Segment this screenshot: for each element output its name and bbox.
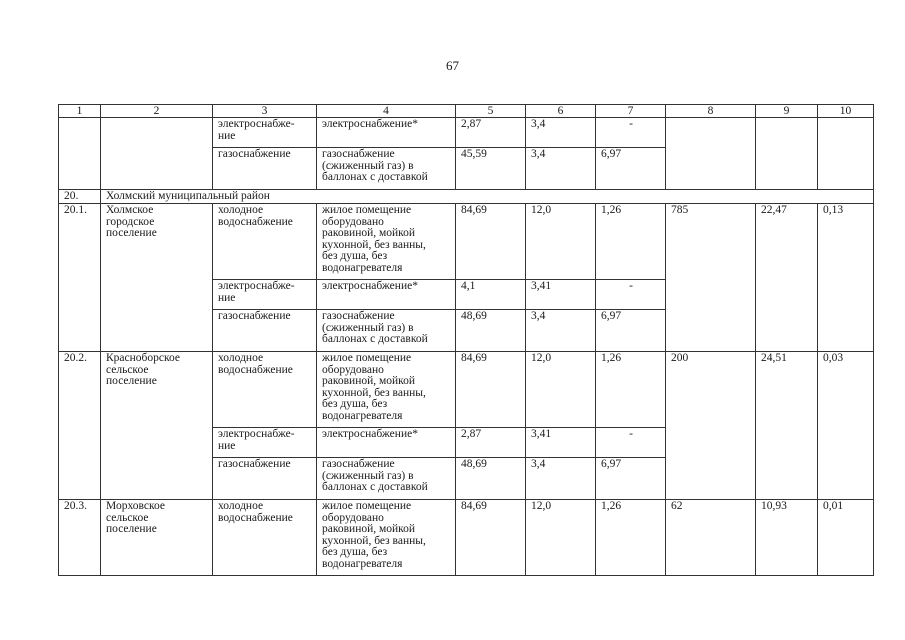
norm-value-cell: 84,69 <box>456 204 526 280</box>
settlement-value-cell: 24,51 <box>756 352 818 500</box>
norm-value-cell: - <box>596 118 666 148</box>
column-number: 7 <box>596 105 666 118</box>
table-row <box>59 500 874 576</box>
settlement-name: Холмское городское поселение <box>101 204 213 352</box>
norm-value-cell: 3,4 <box>526 118 596 148</box>
consumer-category-cell: жилое помещение оборудовано раковиной, мойкой кухонной, без ванны, без душа, без водонагревателя <box>317 204 456 280</box>
column-number: 8 <box>666 105 756 118</box>
settlement-value-cell: 0,13 <box>818 204 874 352</box>
settlement-number: 20.3. <box>59 500 101 576</box>
district-number: 20. <box>59 190 101 204</box>
consumer-category-cell: газоснабжение (сжиженный газ) в баллонах с доставкой <box>317 310 456 352</box>
service-type-cell: электроснабже- ние <box>213 428 317 458</box>
settlement-number: 20.1. <box>59 204 101 352</box>
column-number: 1 <box>59 105 101 118</box>
norm-value-cell: 3,4 <box>526 458 596 500</box>
norm-value-cell: 6,97 <box>596 148 666 190</box>
norm-value-cell: 1,26 <box>596 204 666 280</box>
settlement-value-cell: 10,93 <box>756 500 818 576</box>
norm-value-cell: 2,87 <box>456 428 526 458</box>
service-type-cell: электроснабже- ние <box>213 280 317 310</box>
table-row <box>59 204 874 280</box>
consumer-category-cell: электроснабжение* <box>317 428 456 458</box>
norm-value-cell: 3,41 <box>526 280 596 310</box>
norm-value-cell: 3,4 <box>526 148 596 190</box>
norm-value-cell: 12,0 <box>526 500 596 576</box>
settlement-value-cell: 0,01 <box>818 500 874 576</box>
norm-value-cell: 84,69 <box>456 352 526 428</box>
column-number-row <box>59 105 874 118</box>
column-number: 3 <box>213 105 317 118</box>
table-body <box>59 105 874 576</box>
service-type-cell: газоснабжение <box>213 310 317 352</box>
norm-value-cell: 1,26 <box>596 500 666 576</box>
norm-value-cell: 4,1 <box>456 280 526 310</box>
consumer-category-cell: электроснабжение* <box>317 118 456 148</box>
settlement-value-cell: 62 <box>666 500 756 576</box>
page-number: 67 <box>446 58 459 73</box>
service-type-cell: холодное водоснабжение <box>213 500 317 576</box>
settlement-name: Морховское сельское поселение <box>101 500 213 576</box>
consumer-category-cell: газоснабжение (сжиженный газ) в баллонах с доставкой <box>317 458 456 500</box>
norm-value-cell: 6,97 <box>596 310 666 352</box>
empty-cell <box>756 118 818 190</box>
norm-value-cell: 12,0 <box>526 352 596 428</box>
settlement-value-cell: 0,03 <box>818 352 874 500</box>
norm-value-cell: 45,59 <box>456 148 526 190</box>
service-type-cell: холодное водоснабжение <box>213 352 317 428</box>
service-type-cell: холодное водоснабжение <box>213 204 317 280</box>
consumer-category-cell: газоснабжение (сжиженный газ) в баллонах с доставкой <box>317 148 456 190</box>
norm-value-cell: - <box>596 428 666 458</box>
norms-table <box>58 104 874 576</box>
column-number: 2 <box>101 105 213 118</box>
district-row <box>59 190 874 204</box>
norm-value-cell: 48,69 <box>456 458 526 500</box>
column-number: 9 <box>756 105 818 118</box>
norm-value-cell: - <box>596 280 666 310</box>
service-type-cell: электроснабже- ние <box>213 118 317 148</box>
settlement-name: Красноборское сельское поселение <box>101 352 213 500</box>
column-number: 10 <box>818 105 874 118</box>
service-type-cell: газоснабжение <box>213 148 317 190</box>
norm-value-cell: 12,0 <box>526 204 596 280</box>
norm-value-cell: 3,41 <box>526 428 596 458</box>
table-row <box>59 118 874 148</box>
column-number: 5 <box>456 105 526 118</box>
settlement-value-cell: 22,47 <box>756 204 818 352</box>
empty-cell <box>666 118 756 190</box>
norm-value-cell: 1,26 <box>596 352 666 428</box>
settlement-number: 20.2. <box>59 352 101 500</box>
service-type-cell: газоснабжение <box>213 458 317 500</box>
empty-cell <box>101 118 213 190</box>
empty-cell <box>818 118 874 190</box>
table-row <box>59 352 874 428</box>
column-number: 4 <box>317 105 456 118</box>
consumer-category-cell: жилое помещение оборудовано раковиной, мойкой кухонной, без ванны, без душа, без водонагревателя <box>317 500 456 576</box>
settlement-value-cell: 200 <box>666 352 756 500</box>
norm-value-cell: 3,4 <box>526 310 596 352</box>
district-name: Холмский муниципальный район <box>101 190 874 204</box>
settlement-value-cell: 785 <box>666 204 756 352</box>
empty-cell <box>59 118 101 190</box>
column-number: 6 <box>526 105 596 118</box>
norm-value-cell: 84,69 <box>456 500 526 576</box>
norm-value-cell: 48,69 <box>456 310 526 352</box>
consumer-category-cell: жилое помещение оборудовано раковиной, мойкой кухонной, без ванны, без душа, без водонагревателя <box>317 352 456 428</box>
norm-value-cell: 6,97 <box>596 458 666 500</box>
norm-value-cell: 2,87 <box>456 118 526 148</box>
consumer-category-cell: электроснабжение* <box>317 280 456 310</box>
